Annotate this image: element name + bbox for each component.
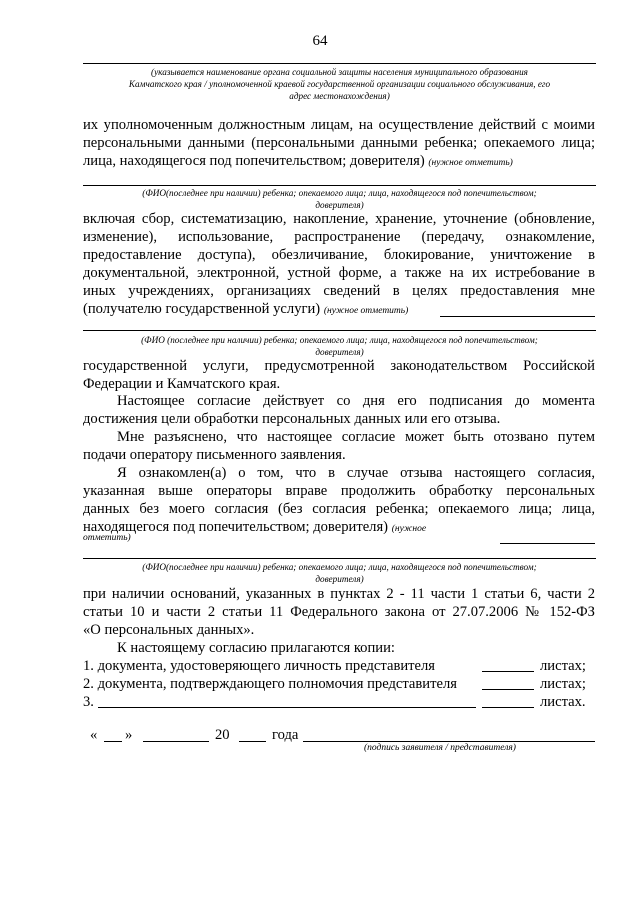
attachment-1-unit: листах; — [540, 658, 586, 674]
fio-note-2 — [83, 334, 596, 358]
text-line: включая сбор, систематизацию, накопление, хранение, уточнение (обновление, — [83, 211, 595, 227]
text-line: подачи оператору письменного заявления. — [83, 447, 346, 463]
attachment-3-count-field[interactable] — [482, 707, 534, 708]
text-line: персональными данными (персональными данными ребенка; опекаемого лица; — [83, 135, 595, 151]
date-year-prefix: 20 — [215, 727, 230, 743]
text-line — [83, 300, 595, 320]
text-line: достижения цели обработки персональных данных или его отзыва. — [83, 411, 501, 427]
text-line: «О персональных данных». — [83, 622, 255, 638]
text-line — [83, 518, 595, 538]
text-line-content: Настоящее согласие действует со дня его подписания до момента — [117, 393, 595, 409]
text-line: при наличии оснований, указанных в пунктах 2 - 11 части 1 статьи 6, части 2 — [83, 586, 595, 602]
text-line: иных учреждениях, организациях сведений в целях предоставления мне — [83, 283, 595, 299]
text-line: указанная выше операторы вправе продолжить обработку персональных — [83, 483, 595, 499]
text-line-content: лица, находящегося под попечительством; доверителя) — [83, 153, 425, 169]
text-line — [83, 152, 595, 172]
text-line-content: (получателю государственной услуги) — [83, 301, 321, 317]
attachment-1-label: 1. документа, удостоверяющего личность представителя — [83, 658, 435, 674]
date-year-field[interactable] — [239, 741, 266, 742]
organ-note-line: Камчатского края / уполномоченной краевой государственной организации социального обслуживания, его — [128, 79, 551, 89]
fio-note-1 — [83, 187, 596, 211]
fio-note-line: (ФИО(последнее при наличии) ребенка; опекаемого лица; лица, находящегося под попечительством; — [142, 562, 537, 572]
fio-line-1 — [83, 185, 596, 186]
consent-paragraph-6 — [83, 464, 595, 538]
date-close-quote: » — [125, 727, 133, 743]
organ-note-line: (указывается наименование органа социальной защиты населения муниципального образования — [151, 67, 528, 77]
organ-note-line: адрес местонахождения) — [289, 91, 390, 101]
consent-paragraph-2 — [83, 210, 595, 320]
date-open-quote: « — [90, 727, 98, 743]
attachments-intro: К настоящему согласию прилагаются копии: — [117, 640, 395, 656]
date-month-field[interactable] — [143, 741, 209, 742]
text-line: изменение), использование, распространение (передачу, ознакомление, — [83, 229, 595, 245]
attachment-2-unit: листах; — [540, 676, 586, 692]
operator-blank[interactable] — [500, 543, 595, 544]
fio-note-line: доверителя) — [315, 200, 364, 210]
fio-note-3 — [83, 561, 596, 585]
choose-note: (нужное отметить) — [428, 158, 513, 168]
fio-note-line: (ФИО (последнее при наличии) ребенка; опекаемого лица; лица, находящегося под попечительством; — [141, 335, 538, 345]
text-line — [83, 464, 595, 482]
attachment-3-name-field[interactable] — [98, 707, 476, 708]
page-number: 64 — [312, 33, 328, 49]
recipient-blank[interactable] — [440, 316, 595, 317]
text-line — [83, 428, 595, 446]
text-line: статьи 10 и части 2 статьи 11 Федерального закона от 27.07.2006 № 152-ФЗ — [83, 604, 595, 620]
attachment-3-unit: листах. — [540, 694, 586, 710]
date-day-field[interactable] — [104, 741, 122, 742]
text-line: их уполномоченным должностным лицам, на осуществление действий с моими — [83, 117, 595, 133]
attachment-2-label: 2. документа, подтверждающего полномочия представителя — [83, 676, 457, 692]
attachment-2-count-field[interactable] — [482, 689, 534, 690]
organ-line — [83, 63, 596, 64]
text-line: документальной, электронной, устной форме, а также на их истребование в — [83, 265, 595, 281]
text-line-content: Мне разъяснено, что настоящее согласие может быть отозвано путем — [117, 429, 595, 445]
consent-paragraph-5 — [83, 428, 595, 464]
consent-paragraph-3 — [83, 357, 595, 393]
text-line: Федерации и Камчатского края. — [83, 376, 281, 392]
fio-line-3 — [83, 558, 596, 559]
choose-note: (нужное — [391, 524, 427, 534]
fio-note-line: (ФИО(последнее при наличии) ребенка; опекаемого лица; лица, находящегося под попечительством; — [142, 188, 537, 198]
fio-line-2 — [83, 330, 596, 331]
text-line-content: находящегося под попечительством; доверителя) — [83, 519, 389, 535]
attachment-1-count-field[interactable] — [482, 671, 534, 672]
attachment-3-label: 3. — [83, 694, 94, 710]
text-line: предоставление доступа), обезличивание, блокирование, уничтожение в — [83, 247, 595, 263]
organ-note — [83, 66, 596, 102]
consent-paragraph-7 — [83, 585, 595, 639]
date-year-suffix: года — [272, 727, 299, 743]
choose-note: (нужное отметить) — [323, 306, 409, 316]
consent-paragraph-1 — [83, 116, 595, 172]
signature-note: (подпись заявителя / представителя) — [364, 743, 516, 753]
text-line-content: Я ознакомлен(а) о том, что в случае отзыва настоящего согласия, — [117, 465, 595, 481]
consent-paragraph-4 — [83, 392, 595, 428]
fio-note-line: доверителя) — [315, 574, 364, 584]
fio-note-line: доверителя) — [315, 347, 364, 357]
text-line — [83, 392, 595, 410]
choose-note-continued: отметить) — [83, 533, 131, 543]
text-line: данных без моего согласия (без согласия ребенка; опекаемого лица; лица, — [83, 501, 595, 517]
text-line: государственной услуги, предусмотренной законодательством Российской — [83, 358, 595, 374]
